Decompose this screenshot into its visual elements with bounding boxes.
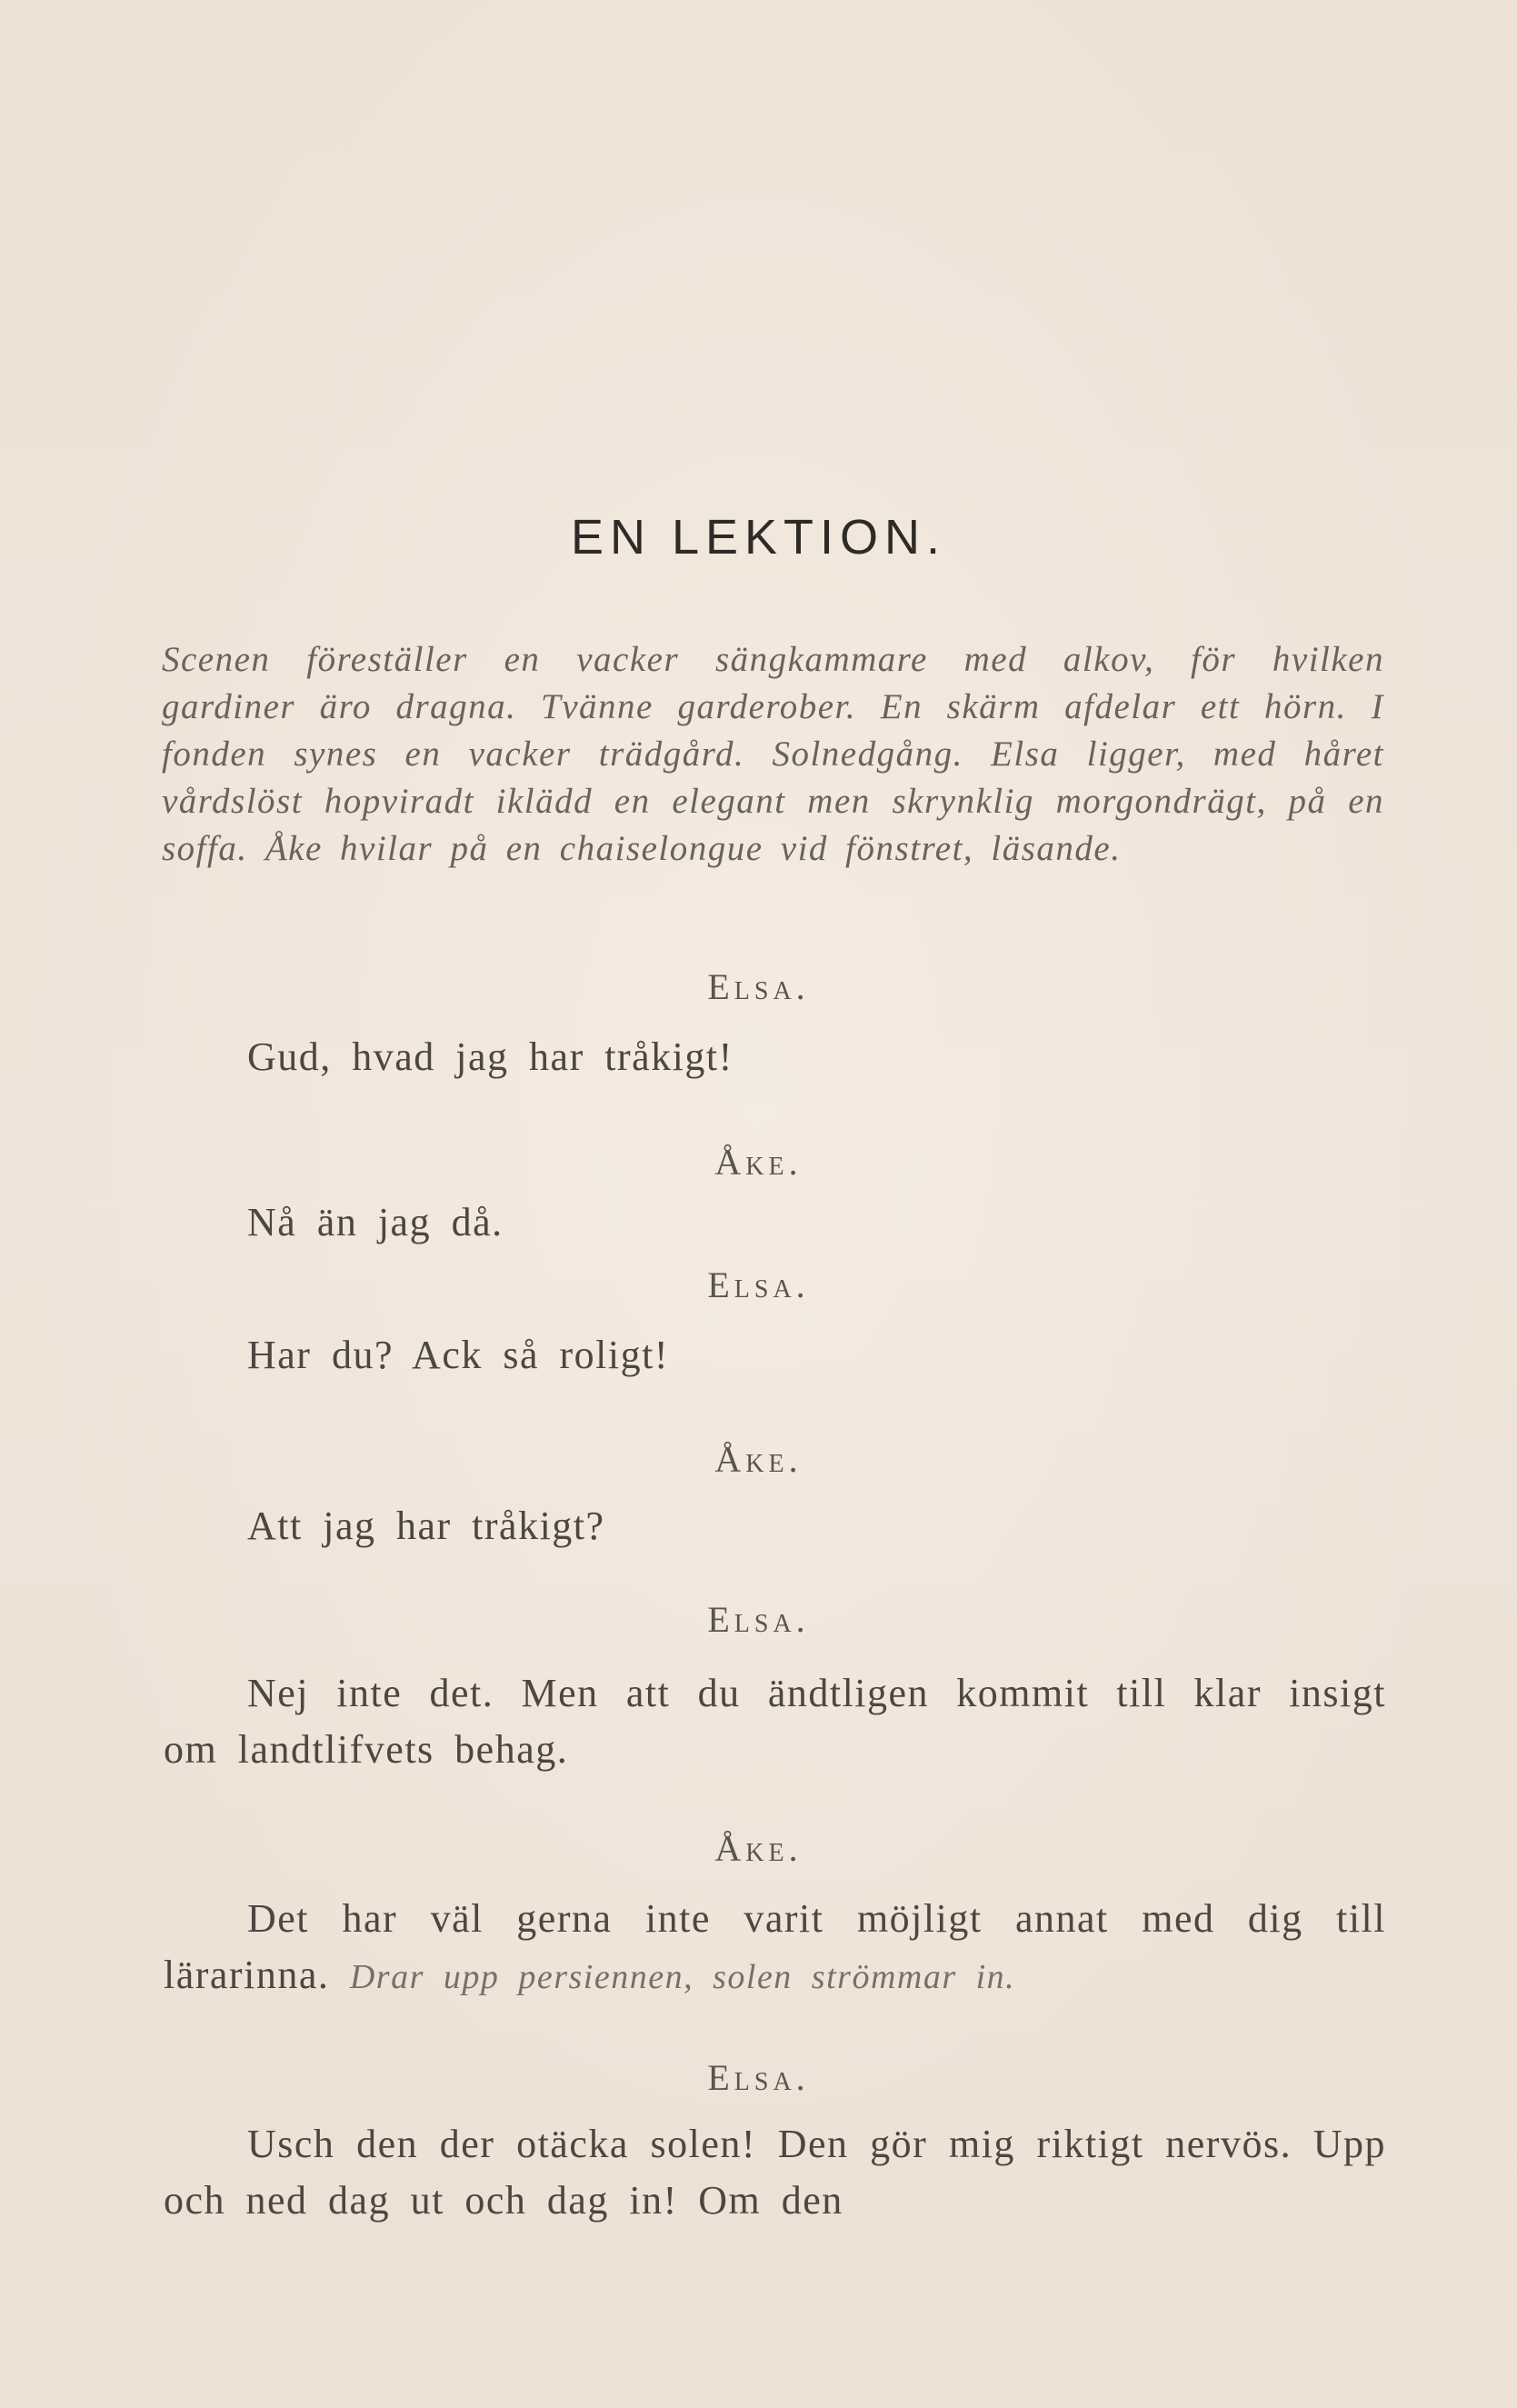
speaker-elsa: Elsa. [707, 966, 810, 1007]
speaker-ake: Åke. [714, 1828, 803, 1869]
speaker-elsa: Elsa. [707, 1599, 810, 1640]
speaker-ake: Åke. [714, 1142, 803, 1183]
speaker-elsa: Elsa. [707, 1264, 810, 1305]
dialogue-line: Har du? Ack så roligt! [247, 1333, 669, 1377]
dialogue-line: Gud, hvad jag har tråkigt! [247, 1034, 734, 1079]
speaker-ake: Åke. [714, 1439, 803, 1480]
dialogue-line: Usch den der otäcka solen! Den gör mig riktigt nervös. Upp och ned dag ut och dag in! Om den [164, 2122, 1386, 2223]
dialogue-line: Nå än jag då. [247, 1200, 504, 1244]
dialogue-line: Nej inte det. Men att du ändtligen kommit till klar insigt om landtlifvets behag. [164, 1671, 1386, 1772]
opening-stage-direction: Scenen föreställer en vacker sängkammare med alkov, för hvilken gardiner äro dragna. Tvänne garderober. En skärm afdelar ett hörn. I fonden synes en vacker trädgård. Solnedgång. Elsa ligger, med håret vårdslöst hopviradt iklädd en elegant men skrynklig morgondrägt, på en soffa. Åke hvilar på en chaiselongue vid fönstret, läsande. [162, 640, 1384, 868]
speaker-elsa: Elsa. [707, 2057, 810, 2098]
dialogue-text: Det har väl gerna inte varit möjligt annat med dig till lärarinna. [164, 1896, 1386, 1997]
play-title: EN LEKTION. [570, 510, 947, 565]
dialogue-line [164, 1891, 1386, 2005]
inline-stage-direction: Drar upp persiennen, solen strömmar in. [349, 1958, 1016, 1996]
dialogue-line: Att jag har tråkigt? [247, 1504, 605, 1548]
